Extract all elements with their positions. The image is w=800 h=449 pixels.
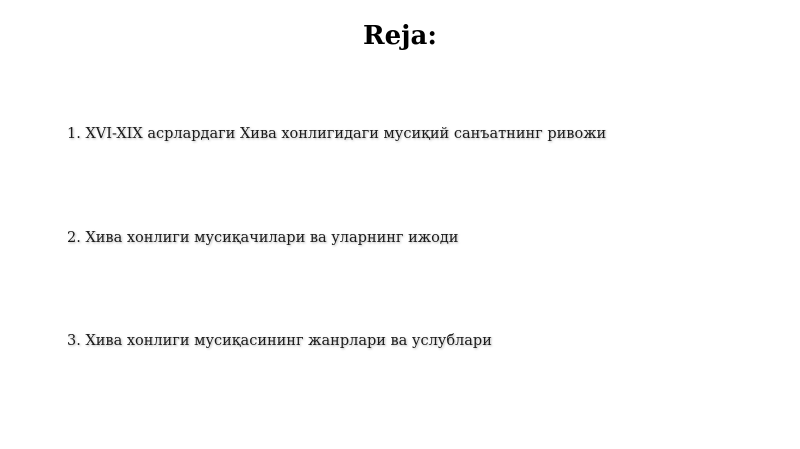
plan-item-1: 1. XVI-XIX асрлардаги Хива хонлигидаги мусиқий санъатнинг ривожи: [67, 126, 607, 142]
plan-item-3: 3. Хива хонлиги мусиқасининг жанрлари ва услублари: [67, 333, 492, 349]
plan-item-2: 2. Хива хонлиги мусиқачилари ва уларнинг ижоди: [67, 230, 459, 246]
slide-title: Reja:: [362, 21, 437, 51]
